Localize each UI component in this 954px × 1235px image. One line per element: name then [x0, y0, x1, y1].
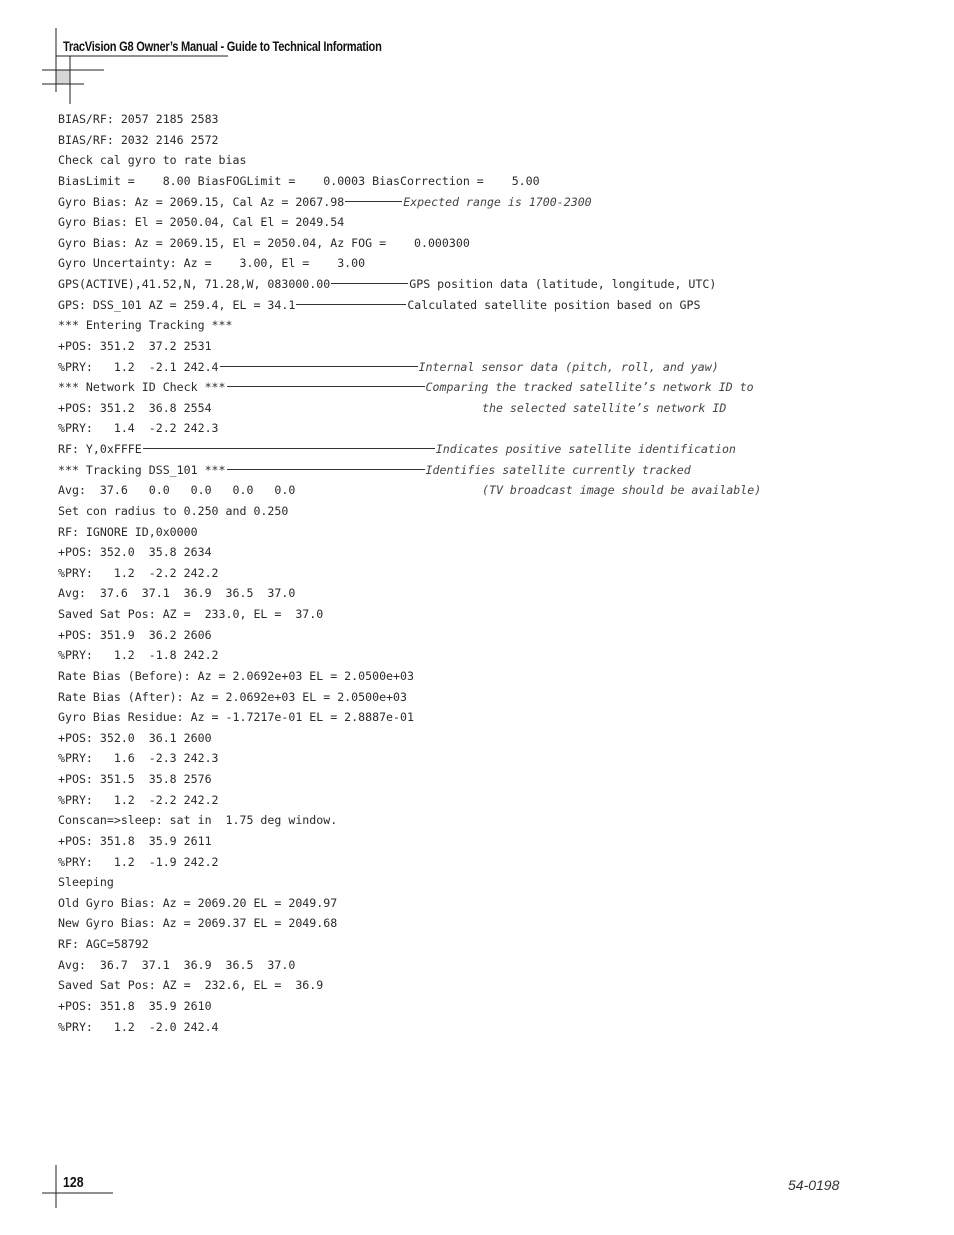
log-line	[58, 955, 754, 976]
annotation-note: Expected range is 1700-2300	[403, 194, 592, 209]
document-id: 54-0198	[788, 1177, 840, 1193]
leader-line	[331, 283, 408, 284]
log-line	[58, 171, 754, 192]
annotation-note: Calculated satellite position based on GPS	[407, 297, 701, 312]
log-text: BIAS/RF: 2032 2146 2572	[58, 132, 219, 147]
log-line	[58, 687, 754, 708]
log-line	[58, 274, 754, 295]
log-text: Avg: 36.7 37.1 36.9 36.5 37.0	[58, 957, 296, 972]
log-line	[58, 460, 754, 481]
log-text: %PRY: 1.6 -2.3 242.3	[58, 751, 219, 766]
log-line	[58, 583, 754, 604]
log-line	[58, 872, 754, 893]
annotation-note: GPS position data (latitude, longitude, UTC)	[409, 277, 717, 291]
annotation-note: Comparing the tracked satellite’s network ID to	[425, 380, 754, 395]
log-text: GPS(ACTIVE),41.52,N, 71.28,W, 083000.00	[58, 277, 331, 291]
log-line	[58, 728, 754, 749]
leader-line	[227, 469, 425, 470]
log-line	[58, 253, 754, 274]
log-line	[58, 439, 754, 460]
log-line	[58, 645, 754, 666]
log-text: RF: Y,0xFFFE	[58, 442, 142, 456]
log-line	[58, 150, 754, 171]
log-text: Saved Sat Pos: AZ = 232.6, EL = 36.9	[58, 978, 324, 993]
log-line	[58, 377, 754, 398]
log-text: +POS: 351.2 37.2 2531	[58, 338, 212, 353]
log-line	[58, 357, 754, 378]
log-line	[58, 604, 754, 625]
log-text: *** Network ID Check ***	[58, 380, 226, 395]
annotation-note: Internal sensor data (pitch, roll, and yaw)	[418, 359, 719, 374]
log-text: BIAS/RF: 2057 2185 2583	[58, 112, 219, 126]
log-line	[58, 748, 754, 769]
log-text: Gyro Uncertainty: Az = 3.00, El = 3.00	[58, 256, 366, 271]
annotation-note: the selected satellite’s network ID	[482, 400, 727, 415]
log-line	[58, 501, 754, 522]
log-text: Old Gyro Bias: Az = 2069.20 EL = 2049.97	[58, 895, 338, 910]
log-text: RF: IGNORE ID,0x0000	[58, 524, 198, 539]
log-line	[58, 522, 754, 543]
annotation-note: Identifies satellite currently tracked	[425, 462, 691, 477]
log-line	[58, 852, 754, 873]
log-text: %PRY: 1.2 -1.8 242.2	[58, 648, 219, 663]
log-text: %PRY: 1.4 -2.2 242.3	[58, 421, 219, 436]
log-text: Conscan=>sleep: sat in 1.75 deg window.	[58, 813, 338, 828]
log-line	[58, 192, 754, 213]
log-text: Rate Bias (After): Az = 2.0692e+03 EL = 2.0500e+03	[58, 689, 408, 704]
log-text: Rate Bias (Before): Az = 2.0692e+03 EL = 2.0500e+03	[58, 668, 414, 683]
log-line	[58, 295, 754, 316]
log-line	[58, 666, 754, 687]
log-line	[58, 418, 754, 439]
log-line	[58, 130, 754, 151]
annotation-note: Indicates positive satellite identification	[435, 442, 736, 456]
log-line	[58, 398, 754, 419]
log-line	[58, 934, 754, 955]
log-line	[58, 831, 754, 852]
log-line	[58, 810, 754, 831]
log-line	[58, 707, 754, 728]
log-line	[58, 913, 754, 934]
log-text: %PRY: 1.2 -2.2 242.2	[58, 565, 219, 580]
log-line	[58, 893, 754, 914]
log-text: %PRY: 1.2 -2.1 242.4	[58, 359, 219, 374]
leader-line	[220, 366, 418, 367]
log-text: Avg: 37.6 0.0 0.0 0.0 0.0	[58, 483, 296, 498]
log-line	[58, 1017, 754, 1038]
log-text: Set con radius to 0.250 and 0.250	[58, 503, 289, 518]
log-text: Sleeping	[58, 875, 114, 890]
log-text: BiasLimit = 8.00 BiasFOGLimit = 0.0003 BiasCorrection = 5.00	[58, 173, 540, 188]
log-text: +POS: 352.0 36.1 2600	[58, 730, 212, 745]
log-text: %PRY: 1.2 -2.0 242.4	[58, 1019, 219, 1034]
leader-line	[143, 448, 435, 449]
log-line	[58, 563, 754, 584]
log-line	[58, 542, 754, 563]
log-text: RF: AGC=58792	[58, 937, 149, 951]
leader-line	[227, 386, 425, 387]
log-line	[58, 790, 754, 811]
log-text: New Gyro Bias: Az = 2069.37 EL = 2049.68	[58, 916, 338, 931]
log-text: Avg: 37.6 37.1 36.9 36.5 37.0	[58, 586, 296, 601]
log-line	[58, 109, 754, 130]
log-text: *** Entering Tracking ***	[58, 318, 233, 333]
running-header: TracVision G8 Owner’s Manual - Guide to Technical Information	[63, 39, 382, 54]
log-text: Saved Sat Pos: AZ = 233.0, EL = 37.0	[58, 607, 324, 621]
log-text: +POS: 352.0 35.8 2634	[58, 545, 212, 560]
log-line	[58, 625, 754, 646]
log-text: Check cal gyro to rate bias	[58, 153, 247, 168]
diagnostic-log	[58, 109, 762, 1037]
log-text: %PRY: 1.2 -2.2 242.2	[58, 792, 219, 807]
log-line	[58, 975, 754, 996]
log-line	[58, 315, 754, 336]
log-line	[58, 480, 762, 501]
log-text: +POS: 351.8 35.9 2611	[58, 833, 212, 848]
log-text: Gyro Bias: El = 2050.04, Cal El = 2049.54	[58, 215, 345, 230]
log-text: +POS: 351.2 36.8 2554	[58, 400, 212, 415]
log-line	[58, 212, 754, 233]
page-number: 128	[63, 1175, 84, 1191]
leader-line	[296, 304, 406, 305]
log-text: Gyro Bias Residue: Az = -1.7217e-01 EL = 2.8887e-01	[58, 710, 414, 725]
log-text: %PRY: 1.2 -1.9 242.2	[58, 854, 219, 869]
log-text: +POS: 351.5 35.8 2576	[58, 772, 212, 786]
leader-line	[345, 201, 402, 202]
log-text: Gyro Bias: Az = 2069.15, Cal Az = 2067.98	[58, 194, 345, 209]
log-text: Gyro Bias: Az = 2069.15, El = 2050.04, Az FOG = 0.000300	[58, 235, 470, 250]
log-line	[58, 769, 754, 790]
registration-square	[56, 70, 70, 84]
log-line	[58, 336, 754, 357]
log-text: GPS: DSS_101 AZ = 259.4, EL = 34.1	[58, 297, 296, 312]
log-text: +POS: 351.8 35.9 2610	[58, 998, 212, 1013]
log-text: +POS: 351.9 36.2 2606	[58, 627, 212, 642]
log-line	[58, 233, 754, 254]
log-text: *** Tracking DSS_101 ***	[58, 462, 226, 477]
log-line	[58, 996, 754, 1017]
annotation-note: (TV broadcast image should be available)	[482, 483, 762, 498]
